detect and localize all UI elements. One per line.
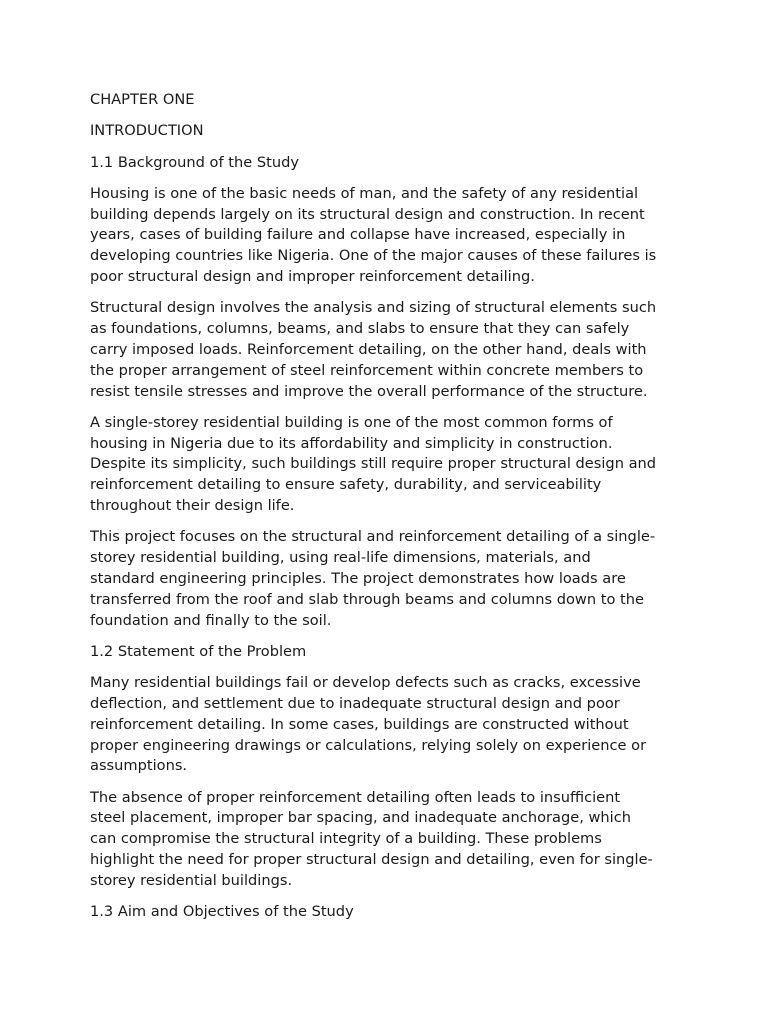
text-line: Housing is one of the basic needs of man, and the safety of any residential: [90, 184, 639, 202]
text-line: reinforcement detailing. In some cases, buildings are constructed without: [90, 715, 629, 733]
text-line: can compromise the structural integrity of a building. These problems: [90, 830, 602, 848]
text-line: Despite its simplicity, such buildings still require proper structural design and: [90, 455, 657, 473]
text-line: storey residential buildings.: [90, 871, 293, 889]
text-line: The absence of proper reinforcement detailing often leads to insufficient: [90, 788, 621, 806]
text-line: foundation and finally to the soil.: [90, 611, 332, 629]
text-line: the proper arrangement of steel reinforcement within concrete members to: [90, 361, 644, 379]
paragraph-single-storey: [90, 413, 680, 517]
text-line: deflection, and settlement due to inadequate structural design and poor: [90, 694, 620, 712]
text-line: proper engineering drawings or calculations, relying solely on experience or: [90, 736, 647, 754]
text-line: assumptions.: [90, 757, 188, 775]
text-line: years, cases of building failure and collapse have increased, especially in: [90, 226, 626, 244]
text-line: resist tensile stresses and improve the overall performance of the structure.: [90, 382, 648, 400]
paragraph-structural-design: [90, 298, 680, 402]
chapter-label: CHAPTER ONE: [90, 91, 195, 108]
text-line: storey residential building, using real-life dimensions, materials, and: [90, 549, 591, 567]
text-line: developing countries like Nigeria. One of the major causes of these failures is: [90, 247, 657, 265]
text-line: carry imposed loads. Reinforcement detailing, on the other hand, deals with: [90, 340, 647, 358]
text-line: This project focuses on the structural and reinforcement detailing of a single-: [90, 528, 656, 546]
heading-background-of-study: 1.1 Background of the Study: [90, 153, 299, 171]
text-line: Many residential buildings fail or develop defects such as cracks, excessive: [90, 674, 641, 692]
heading-aim-and-objectives: 1.3 Aim and Objectives of the Study: [90, 903, 354, 921]
document-page: [90, 90, 680, 933]
text-line: steel placement, improper bar spacing, and inadequate anchorage, which: [90, 809, 631, 827]
paragraph-absence-of-detailing: [90, 788, 680, 892]
text-line: standard engineering principles. The project demonstrates how loads are: [90, 569, 626, 587]
text-line: Structural design involves the analysis and sizing of structural elements such: [90, 299, 657, 317]
text-line: building depends largely on its structural design and construction. In recent: [90, 205, 645, 223]
text-line: transferred from the roof and slab through beams and columns down to the: [90, 590, 644, 608]
text-line: reinforcement detailing to ensure safety, durability, and serviceability: [90, 476, 602, 494]
section-title: INTRODUCTION: [90, 122, 204, 140]
text-line: throughout their design life.: [90, 497, 295, 515]
text-line: highlight the need for proper structural design and detailing, even for single-: [90, 851, 653, 868]
heading-statement-of-problem: 1.2 Statement of the Problem: [90, 642, 307, 660]
paragraph-housing: [90, 184, 680, 288]
paragraph-project-focus: [90, 527, 680, 631]
text-line: housing in Nigeria due to its affordability and simplicity in construction.: [90, 434, 613, 452]
text-line: poor structural design and improper reinforcement detailing.: [90, 268, 535, 286]
paragraph-building-failures: [90, 673, 680, 777]
text-line: as foundations, columns, beams, and slabs to ensure that they can safely: [90, 320, 630, 338]
text-line: A single-storey residential building is one of the most common forms of: [90, 413, 613, 431]
